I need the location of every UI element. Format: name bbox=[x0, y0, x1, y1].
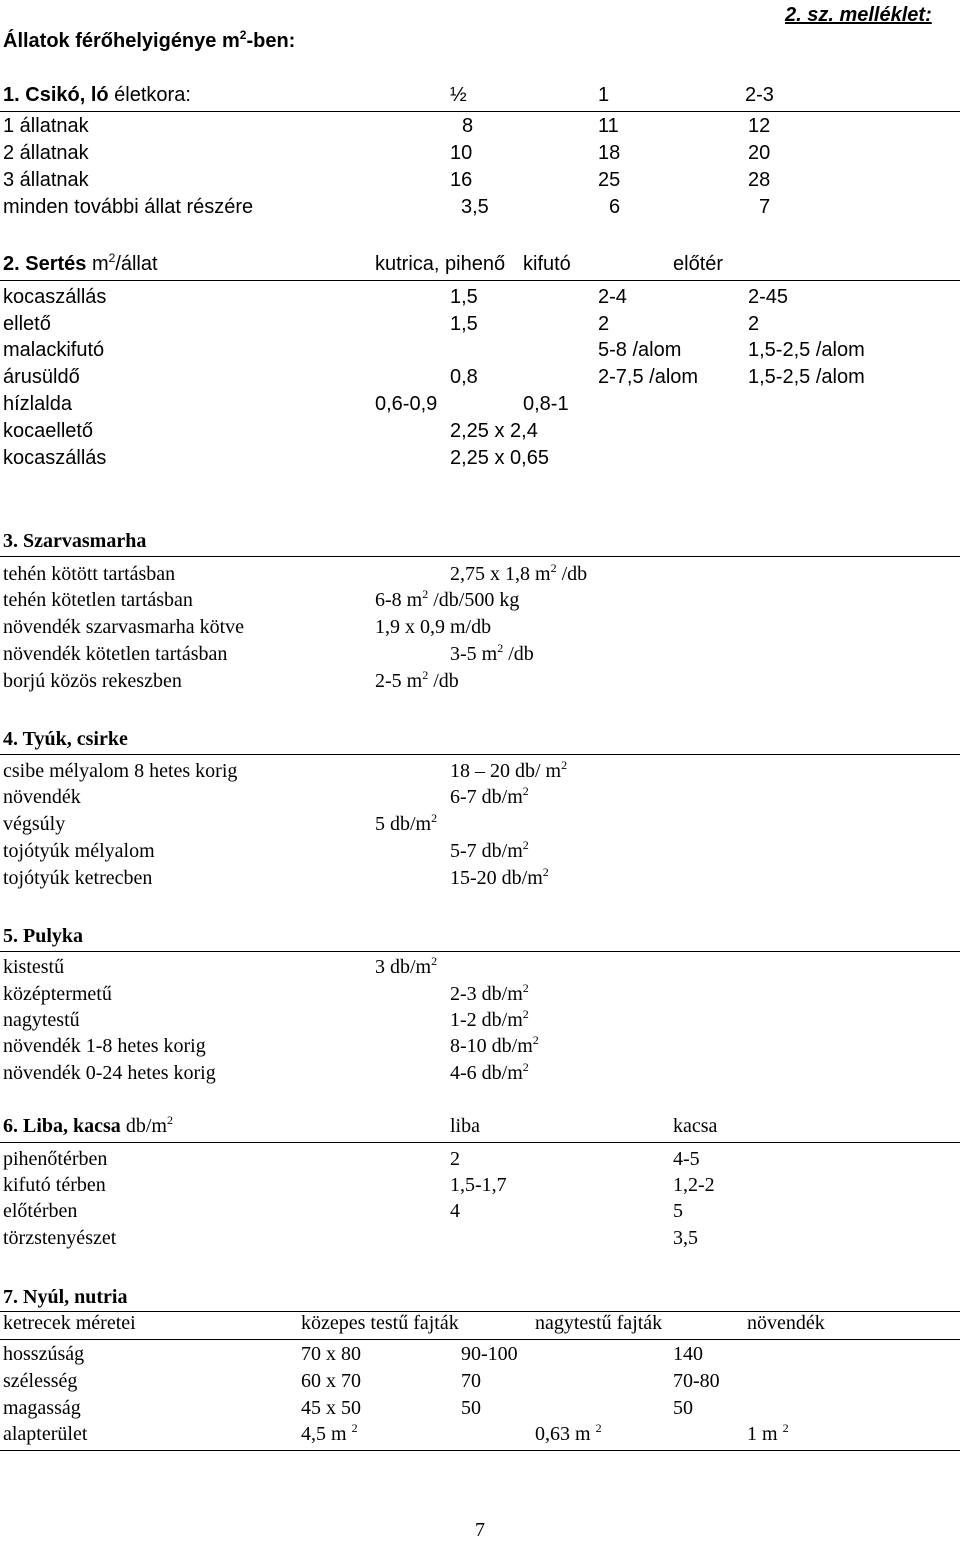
table-cell: 1,2-2 bbox=[673, 1174, 715, 1196]
s1-col-3: 2-3 bbox=[745, 84, 774, 106]
table-row-label: 1 állatnak bbox=[3, 115, 89, 137]
table-cell: 1-2 $db/m^2$ bbox=[450, 1007, 529, 1031]
table-cell: 5 bbox=[673, 1200, 683, 1222]
table-row-label: pihenőtérben bbox=[3, 1148, 108, 1170]
table-row-label: növendék 0-24 hetes korig bbox=[3, 1062, 216, 1084]
table-row-label: növendék kötetlen tartásban bbox=[3, 643, 228, 665]
table-cell: 6-8 $m^2$ /db/500 kg bbox=[375, 587, 520, 611]
page-title: Állatok férőhelyigénye $m^2$-ben: bbox=[3, 28, 296, 52]
divider bbox=[0, 556, 960, 557]
table-cell: 1,5 bbox=[450, 313, 478, 335]
table-row-label: növendék 1-8 hetes korig bbox=[3, 1035, 206, 1057]
table-row-label: malackifutó bbox=[3, 339, 105, 361]
table-cell: 3,5 bbox=[461, 196, 489, 218]
table-row-label: ellető bbox=[3, 313, 51, 335]
s6-header: 6. Liba, kacsa $db/m^2$ bbox=[3, 1113, 173, 1137]
table-cell: 20 bbox=[748, 142, 771, 164]
table-cell: 6 bbox=[609, 196, 621, 218]
table-row-label: végsúly bbox=[3, 813, 66, 835]
table-row-label: árusüldő bbox=[3, 366, 80, 388]
table-cell: 8 bbox=[462, 115, 474, 137]
table-cell: 4,5 m $^2$ bbox=[301, 1421, 358, 1445]
s7-col-1: közepes testű fajták bbox=[301, 1312, 459, 1334]
divider bbox=[0, 1450, 960, 1451]
table-cell: 4 bbox=[450, 1200, 460, 1222]
divider bbox=[0, 280, 960, 281]
table-row-label: növendék szarvasmarha kötve bbox=[3, 616, 245, 638]
table-cell: 25 bbox=[598, 169, 621, 191]
table-row-label: előtérben bbox=[3, 1200, 78, 1222]
table-row-label: alapterület bbox=[3, 1423, 88, 1445]
table-cell: 2-4 bbox=[598, 286, 627, 308]
table-row-label: hízlalda bbox=[3, 393, 72, 415]
table-row-label: hosszúság bbox=[3, 1343, 85, 1365]
table-cell: 60 x 70 bbox=[301, 1370, 361, 1392]
table-cell: 5-7 $db/m^2$ bbox=[450, 838, 529, 862]
table-cell: 1,5-2,5 /alom bbox=[748, 339, 865, 361]
table-cell: 10 bbox=[450, 142, 473, 164]
table-cell: 2,25 x 2,4 bbox=[450, 420, 538, 442]
s7-col-3: növendék bbox=[747, 1312, 825, 1334]
table-row-label: magasság bbox=[3, 1397, 81, 1419]
s6-col-2: kacsa bbox=[673, 1115, 718, 1137]
table-cell: 8-10 $db/m^2$ bbox=[450, 1033, 539, 1057]
s1-col-1: ½ bbox=[450, 84, 467, 106]
table-cell: 12 bbox=[748, 115, 771, 137]
table-cell: 90-100 bbox=[461, 1343, 518, 1365]
table-cell: 2 bbox=[450, 1148, 460, 1170]
s4-header: 4. Tyúk, csirke bbox=[3, 728, 128, 750]
table-cell: 1,9 x 0,9 m/db bbox=[375, 616, 492, 638]
table-cell: 4-5 bbox=[673, 1148, 700, 1170]
table-cell: 3,5 bbox=[673, 1227, 698, 1249]
table-cell: 70 x 80 bbox=[301, 1343, 361, 1365]
table-row-label: növendék bbox=[3, 786, 81, 808]
table-row-label: kocaszállás bbox=[3, 447, 107, 469]
table-cell: 4-6 $db/m^2$ bbox=[450, 1060, 529, 1084]
table-cell: 50 bbox=[673, 1397, 693, 1419]
table-cell: 1 m $^2$ bbox=[747, 1421, 789, 1445]
annex-label: 2. sz. melléklet: bbox=[785, 4, 932, 26]
table-cell: 0,63 m $^2$ bbox=[535, 1421, 602, 1445]
divider bbox=[0, 754, 960, 755]
table-cell: 0,6-0,9 bbox=[375, 393, 438, 415]
table-cell: 2 bbox=[598, 313, 610, 335]
table-cell: 2-3 $db/m^2$ bbox=[450, 981, 529, 1005]
s2-header: 2. Sertés $m^2$/állat bbox=[3, 251, 158, 275]
table-cell: 1,5-2,5 /alom bbox=[748, 366, 865, 388]
table-cell: 2 bbox=[748, 313, 760, 335]
s7-col-2: nagytestű fajták bbox=[535, 1312, 663, 1334]
table-row-label: borjú közös rekeszben bbox=[3, 670, 182, 692]
table-cell: 6-7 $db/m^2$ bbox=[450, 784, 529, 808]
table-cell: 1,5 bbox=[450, 286, 478, 308]
divider bbox=[0, 1142, 960, 1143]
table-cell: 1,5-1,7 bbox=[450, 1174, 507, 1196]
divider bbox=[0, 111, 960, 112]
table-row-label: törzstenyészet bbox=[3, 1227, 117, 1249]
table-cell: 28 bbox=[748, 169, 771, 191]
table-cell: 2,25 x 0,65 bbox=[450, 447, 549, 469]
table-row-label: minden további állat részére bbox=[3, 196, 254, 218]
table-cell: 16 bbox=[450, 169, 473, 191]
table-row-label: kocaszállás bbox=[3, 286, 107, 308]
table-row-label: kifutó térben bbox=[3, 1174, 106, 1196]
table-row-label: tehén kötött tartásban bbox=[3, 563, 176, 585]
table-cell: 3-5 $m^2$ /db bbox=[450, 641, 534, 665]
s3-header: 3. Szarvasmarha bbox=[3, 530, 147, 552]
s5-header: 5. Pulyka bbox=[3, 925, 84, 947]
table-cell: 5-8 /alom bbox=[598, 339, 682, 361]
table-row-label: kocaellető bbox=[3, 420, 94, 442]
table-row-label: tojótyúk mélyalom bbox=[3, 840, 155, 862]
table-row-label: tehén kötetlen tartásban bbox=[3, 589, 193, 611]
table-row-label: tojótyúk ketrecben bbox=[3, 867, 153, 889]
table-cell: 2-7,5 /alom bbox=[598, 366, 699, 388]
table-row-label: nagytestű bbox=[3, 1009, 80, 1031]
s7-col-label: ketrecek méretei bbox=[3, 1312, 136, 1334]
table-cell: 18 – 20 db/ $m^2$ bbox=[450, 758, 568, 782]
table-cell: 0,8 bbox=[450, 366, 478, 388]
table-row-label: kistestű bbox=[3, 956, 65, 978]
table-row-label: csibe mélyalom 8 hetes korig bbox=[3, 760, 238, 782]
table-cell: 15-20 $db/m^2$ bbox=[450, 865, 549, 889]
table-cell: 7 bbox=[759, 196, 771, 218]
s6-col-1: liba bbox=[450, 1115, 480, 1137]
divider bbox=[0, 1339, 960, 1340]
table-cell: 70-80 bbox=[673, 1370, 720, 1392]
table-row-label: 3 állatnak bbox=[3, 169, 89, 191]
table-cell: 0,8-1 bbox=[523, 393, 569, 415]
s1-header: 1. Csikó, ló életkora: bbox=[3, 84, 191, 106]
s2-col-3: előtér bbox=[673, 253, 724, 275]
table-cell: 140 bbox=[673, 1343, 703, 1365]
table-cell: 45 x 50 bbox=[301, 1397, 361, 1419]
divider bbox=[0, 951, 960, 952]
table-cell: 2-45 bbox=[748, 286, 789, 308]
s2-col-2: kifutó bbox=[523, 253, 571, 275]
table-cell: 2-5 $m^2$ /db bbox=[375, 668, 459, 692]
table-cell: 18 bbox=[598, 142, 621, 164]
s7-header: 7. Nyúl, nutria bbox=[3, 1286, 128, 1308]
table-cell: 3 $db/m^2$ bbox=[375, 954, 438, 978]
table-cell: 2,75 x 1,8 $m^2$ /db bbox=[450, 561, 588, 585]
s1-col-2: 1 bbox=[598, 84, 610, 106]
s2-col-1: kutrica, pihenő bbox=[375, 253, 506, 275]
table-cell: 11 bbox=[598, 115, 619, 137]
table-row-label: középtermetű bbox=[3, 983, 112, 1005]
page-number: 7 bbox=[475, 1519, 485, 1541]
table-cell: 50 bbox=[461, 1397, 481, 1419]
table-row-label: 2 állatnak bbox=[3, 142, 89, 164]
table-row-label: szélesség bbox=[3, 1370, 78, 1392]
table-cell: 70 bbox=[461, 1370, 481, 1392]
table-cell: 5 $db/m^2$ bbox=[375, 811, 438, 835]
